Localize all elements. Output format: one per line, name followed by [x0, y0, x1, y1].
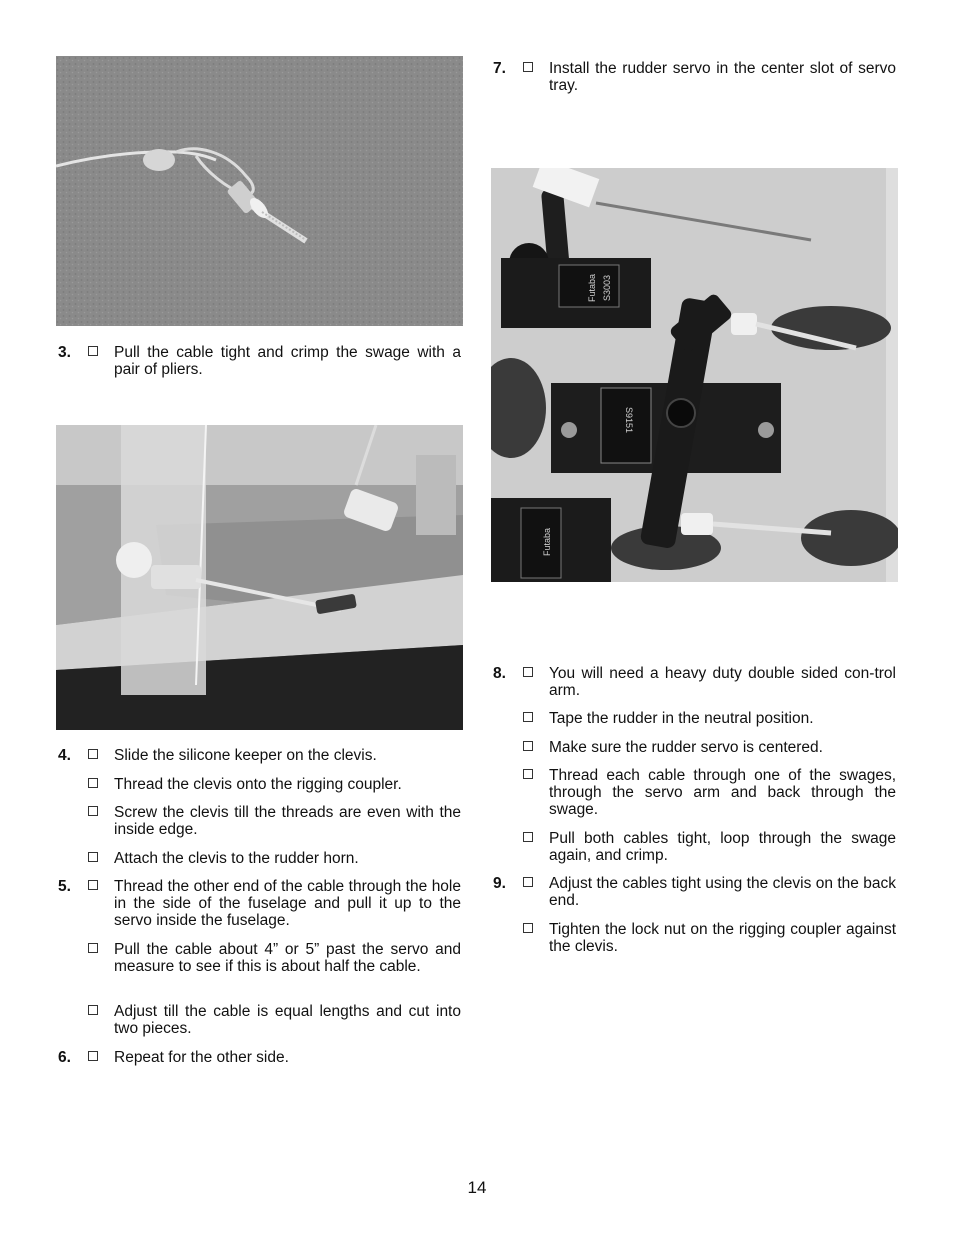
step-item: Tighten the lock nut on the rigging coupler against the clevis. [549, 921, 896, 955]
servo-model-label-b: S9151 [624, 406, 634, 434]
step-6 [58, 1049, 463, 1069]
step-text: Pull the cable tight and crimp the swage with a pair of pliers. [114, 344, 461, 378]
step-number: 4. [58, 747, 71, 764]
checkbox[interactable] [88, 1051, 98, 1061]
step-item: Thread the clevis onto the rigging coupler. [114, 776, 402, 793]
checkbox[interactable] [523, 769, 533, 779]
step-item: Tape the rudder in the neutral position. [549, 710, 814, 727]
step-7 [493, 60, 898, 100]
step-3 [58, 344, 463, 384]
step-8 [493, 665, 898, 865]
checkbox[interactable] [88, 852, 98, 862]
checkbox[interactable] [523, 923, 533, 933]
servo-brand-label-a: Futaba [587, 273, 597, 303]
servo-tray-photo [491, 168, 898, 582]
step-item: Adjust the cables tight using the clevis on the back end. [549, 875, 896, 909]
step-item: Attach the clevis to the rudder horn. [114, 850, 359, 867]
checkbox[interactable] [88, 806, 98, 816]
step-number: 9. [493, 875, 506, 892]
step-4 [58, 747, 463, 872]
step-text: Repeat for the other side. [114, 1049, 289, 1066]
servo-brand-label-c: Futaba [542, 527, 552, 557]
checkbox[interactable] [88, 880, 98, 890]
step-number: 6. [58, 1049, 71, 1066]
checkbox[interactable] [523, 712, 533, 722]
step-item: Pull the cable about 4” or 5” past the servo and measure to see if this is about half the cable. [114, 941, 461, 975]
checkbox[interactable] [88, 778, 98, 788]
cable-swage-photo [56, 56, 463, 326]
step-number: 5. [58, 878, 71, 895]
checkbox[interactable] [88, 346, 98, 356]
step-5 [58, 878, 463, 1043]
step-item: Pull both cables tight, loop through the swage again, and crimp. [549, 830, 896, 864]
step-item: Slide the silicone keeper on the clevis. [114, 747, 377, 764]
checkbox[interactable] [523, 741, 533, 751]
step-item: Make sure the rudder servo is centered. [549, 739, 823, 756]
servo-model-label-a: S3003 [602, 274, 612, 302]
step-text: Install the rudder servo in the center slot of servo tray. [549, 60, 896, 94]
step-item: Thread each cable through one of the swages, through the servo arm and back through the swage. [549, 767, 896, 818]
step-item: Screw the clevis till the threads are even with the inside edge. [114, 804, 461, 838]
page-number: 14 [467, 1178, 487, 1197]
checkbox[interactable] [88, 1005, 98, 1015]
checkbox[interactable] [523, 877, 533, 887]
checkbox[interactable] [88, 749, 98, 759]
step-9 [493, 875, 898, 965]
step-number: 3. [58, 344, 71, 361]
checkbox[interactable] [523, 667, 533, 677]
step-item: You will need a heavy duty double sided con-trol arm. [549, 665, 896, 699]
step-number: 8. [493, 665, 506, 682]
checkbox[interactable] [523, 62, 533, 72]
rudder-horn-clevis-photo [56, 425, 463, 730]
step-item: Thread the other end of the cable through the hole in the side of the fuselage and pull it up to the servo inside the fuselage. [114, 878, 461, 929]
step-item: Adjust till the cable is equal lengths and cut into two pieces. [114, 1003, 461, 1037]
checkbox[interactable] [88, 943, 98, 953]
checkbox[interactable] [523, 832, 533, 842]
step-number: 7. [493, 60, 506, 77]
